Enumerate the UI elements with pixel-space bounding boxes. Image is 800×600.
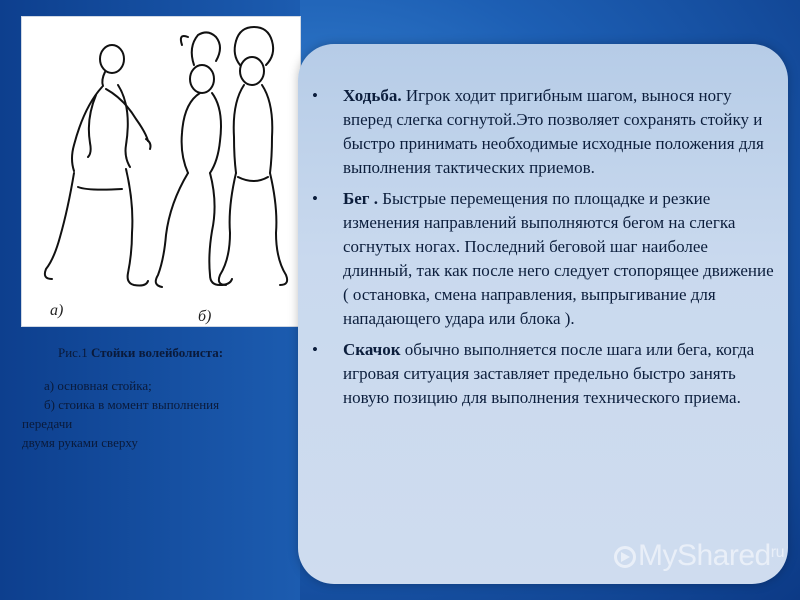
bullet-marker: • xyxy=(312,189,318,208)
caption-prefix: Рис.1 xyxy=(58,345,91,360)
content-panel xyxy=(298,44,788,584)
volleyball-stances-figure xyxy=(21,16,301,327)
bullet-marker: • xyxy=(312,86,318,105)
watermark-suffix: ru xyxy=(770,544,784,561)
caption-line-b3: двумя руками сверху xyxy=(22,435,138,450)
bullet-term: Скачок xyxy=(343,340,401,359)
bullet-term: Ходьба. xyxy=(343,86,402,105)
caption-bold: Стойки волейболиста: xyxy=(90,345,224,360)
watermark-text: MyShared xyxy=(638,539,771,572)
caption-title xyxy=(22,343,294,362)
bullet-marker: • xyxy=(312,340,318,359)
figure-a-basic-stance xyxy=(45,45,151,286)
figure-b-setting-stance xyxy=(156,32,232,287)
watermark xyxy=(614,533,794,573)
figure-label-a: а) xyxy=(50,302,64,319)
bullet-text: обычно выполняется после шага или бега, когда игровая ситуация заставляет предельно быстро занять новую позицию для выполнения технического приема. xyxy=(343,340,755,407)
stances-drawing xyxy=(22,17,300,326)
caption-line-a: а) основная стойка; xyxy=(44,378,152,393)
caption-line-b2: передачи xyxy=(22,416,73,431)
bullet-text: Игрок ходит пригибным шагом, вынося ногу вперед слегка согнутой.Это позволяет сохранять стойку и быстро принимать необходимые исходные положения для выполнения тактических приемов. xyxy=(343,86,764,177)
figure-label-b: б) xyxy=(198,308,212,325)
figure-c-upright-stance xyxy=(219,27,287,285)
bullet-item-jump xyxy=(312,338,777,410)
play-icon xyxy=(614,546,636,568)
bullet-list xyxy=(312,84,777,417)
bullet-item-running xyxy=(312,187,777,331)
bullet-item-walking xyxy=(312,84,777,180)
bullet-term: Бег . xyxy=(343,189,379,208)
figure-caption xyxy=(22,343,294,452)
caption-line-b: б) стоика в момент выполнения xyxy=(44,397,220,412)
bullet-text: Быстрые перемещения по площадке и резкие изменения направлений выполняются бегом на слегка согнутых ногах. Последний беговой шаг наиболее длинный, так как после него следует стопорящее движение ( остановка, смена направления, выпрыгивание для нападающего удара или блока ). xyxy=(343,189,774,328)
